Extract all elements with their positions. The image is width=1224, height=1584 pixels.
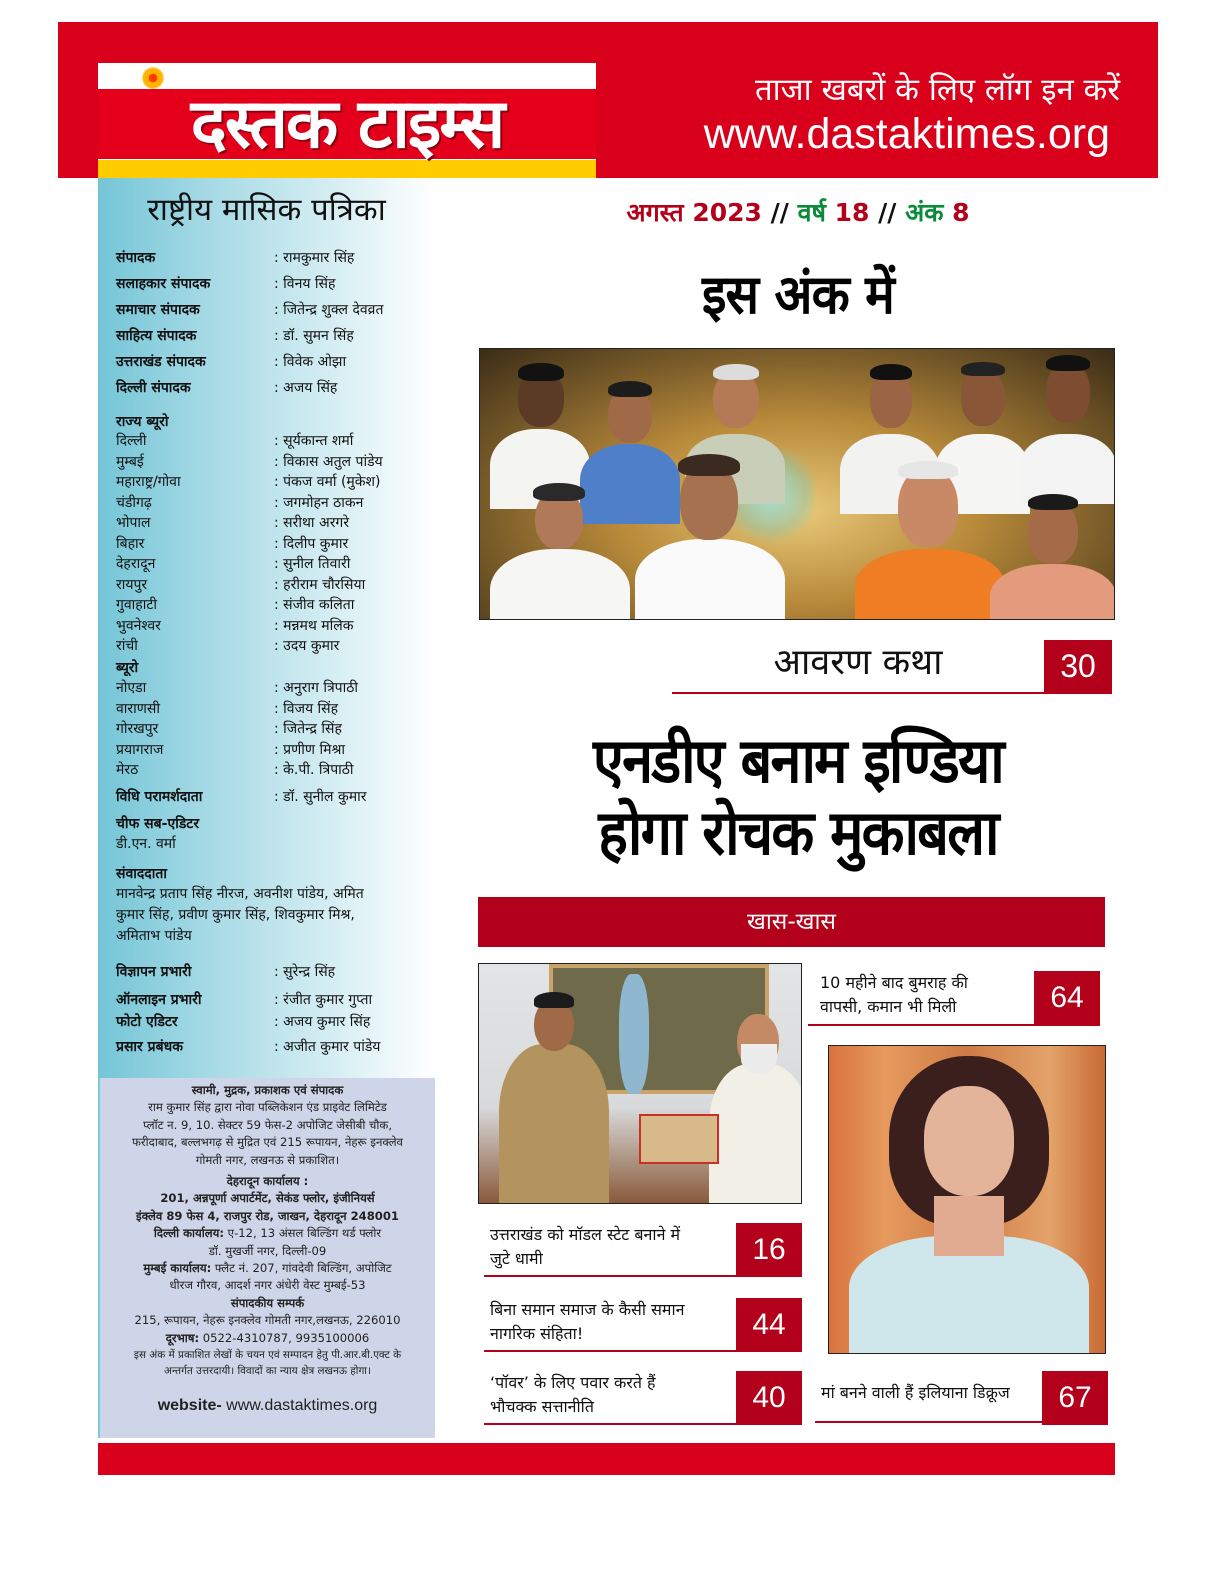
disclaimer-line: इस अंक में प्रकाशित लेखों के चयन एवं सम्पादन हेतु पी.आर.बी.एक्ट के — [133, 1349, 402, 1362]
bureau-name: : अनुराग त्रिपाठी — [274, 678, 358, 698]
bureau-place: गुवाहाटी — [116, 597, 158, 613]
bureau-place: वाराणसी — [116, 700, 160, 717]
credit-name: : रामकुमार सिंह — [274, 248, 354, 268]
story-title — [490, 1298, 685, 1346]
correspondents-heading: संवाददाता — [116, 866, 167, 882]
correspondents-line: कुमार सिंह, प्रवीण कुमार सिंह, शिवकुमार मिश्र, — [116, 907, 355, 923]
chief-sub-editor-heading: चीफ सब-एडिटर — [116, 816, 200, 832]
cover-story-entry[interactable] — [672, 640, 1112, 694]
page-number-badge: 64 — [1034, 971, 1100, 1025]
story-entry[interactable] — [808, 971, 1100, 1026]
page-number-badge: 16 — [736, 1223, 802, 1277]
credits-panel — [98, 178, 435, 1078]
figure-body — [855, 549, 1005, 620]
delhi-office-label: दिल्ली कार्यालय: — [153, 1226, 224, 1241]
page-number-badge: 30 — [1044, 640, 1112, 692]
login-prompt: ताजा खबरों के लिए लॉग इन करें — [754, 72, 1120, 108]
bureau-place: भोपाल — [116, 515, 151, 531]
story-title — [490, 1371, 656, 1419]
bureau-place: बिहार — [116, 535, 145, 552]
website-value[interactable]: www.dastaktimes.org — [221, 1397, 378, 1415]
bureau-place: गोरखपुर — [116, 721, 159, 737]
bureau-name: : जितेन्द्र सिंह — [274, 719, 342, 739]
figure-hair — [1028, 494, 1078, 510]
bureau-heading: ब्यूरो — [116, 660, 139, 676]
person-left-body — [499, 1044, 609, 1204]
bureau-place: महाराष्ट्र/गोवा — [116, 474, 181, 490]
figure-hair — [678, 454, 740, 476]
credit-role: विधि परामर्शदाता — [116, 789, 203, 805]
bureau-place: देहरादून — [116, 556, 156, 572]
story-title-line: 10 महीने बाद बुमराह की — [820, 973, 968, 992]
page-number-badge: 44 — [736, 1298, 802, 1352]
figure-hair — [1046, 355, 1090, 371]
contents-heading: इस अंक में — [702, 263, 894, 326]
dhami-meeting-photo[interactable] — [478, 963, 802, 1204]
mumbai-office-label: मुम्बई कार्यालय: — [143, 1261, 212, 1276]
person-left-hair — [534, 992, 574, 1008]
phone-label: दूरभाष: — [165, 1330, 200, 1345]
bureau-name: : संजीव कलिता — [274, 595, 354, 615]
dehradun-office-line: इंक्लेव 89 फेस 4, राजपुर रोड, जाखन, देहरादून 248001 — [136, 1208, 399, 1223]
bureau-name: : विकास अतुल पांडेय — [274, 452, 383, 472]
imprint-website — [106, 1397, 429, 1414]
credit-role: ऑनलाइन प्रभारी — [116, 992, 202, 1008]
credit-name: : सुरेन्द्र सिंह — [274, 962, 335, 982]
credit-role: समाचार संपादक — [116, 302, 200, 318]
politician-figure — [630, 444, 790, 620]
cover-headline[interactable] — [510, 725, 1086, 869]
painting-tree — [619, 974, 649, 1094]
imprint-line: राम कुमार सिंह द्वारा नोवा पब्लिकेशन एंड प्राइवेट लिमिटेड — [148, 1100, 387, 1115]
credit-name: : डॉ. सुमन सिंह — [274, 326, 354, 346]
cover-story-label: आवरण कथा — [773, 642, 943, 683]
story-title — [490, 1223, 680, 1271]
masthead-logo — [98, 63, 596, 178]
imprint-box — [98, 1078, 435, 1438]
figure-head — [898, 467, 958, 547]
issue-info — [478, 196, 1118, 230]
imprint-line: फरीदाबाद, बल्लभगढ़ से मुद्रित एवं 215 रूपायन, नेहरू इनक्लेव — [131, 1135, 404, 1150]
bureau-place: भुवनेश्वर — [116, 617, 161, 634]
bureau-name: : प्रणीण मिश्रा — [274, 740, 345, 760]
imprint-line: प्लॉट न. 9, 10. सेक्टर 59 फेस-2 अपोजिट जेसीबी चौक, — [142, 1117, 393, 1132]
figure-body — [635, 539, 785, 620]
credit-role: साहित्य संपादक — [116, 328, 197, 344]
year-label: वर्ष — [797, 198, 826, 227]
credit-role: प्रसार प्रबंधक — [116, 1039, 183, 1055]
credit-role: विज्ञापन प्रभारी — [116, 964, 192, 980]
politician-figure — [1020, 349, 1115, 499]
credit-role: सलाहकार संपादक — [116, 276, 211, 292]
figure-hair — [870, 364, 912, 380]
story-title-line: नागरिक संहिता! — [490, 1324, 584, 1343]
cover-story-collage-image[interactable] — [479, 348, 1115, 620]
story-title-line: बिना समान समाज के कैसी समान — [490, 1300, 685, 1319]
separator: // — [869, 198, 906, 227]
page-number-badge: 67 — [1042, 1371, 1108, 1425]
face — [924, 1086, 1014, 1196]
bureau-name: : दिलीप कुमार — [274, 534, 348, 554]
credit-role: उत्तराखंड संपादक — [116, 354, 206, 370]
story-title-line: उत्तराखंड को मॉडल स्टेट बनाने में — [490, 1225, 681, 1244]
headline-line: होगा रोचक मुकाबला — [598, 796, 998, 869]
editorial-contact-address: 215, रूपायन, नेहरू इनक्लेव गोमती नगर,लखनऊ, 226010 — [134, 1313, 401, 1328]
mumbai-office — [106, 1260, 429, 1277]
credit-name: : अजय सिंह — [274, 378, 337, 398]
delhi-office-line: डॉ. मुखर्जी नगर, दिल्ली-09 — [208, 1243, 327, 1258]
politician-figure — [485, 469, 635, 620]
mumbai-office-line: धीरज गौरव, आदर्श नगर अंधेरी वेस्ट मुम्बई-53 — [169, 1278, 366, 1293]
credit-name: : रंजीत कुमार गुप्ता — [274, 990, 372, 1010]
bureau-name: : हरीराम चौरसिया — [274, 575, 365, 595]
bureau-place: दिल्ली — [116, 433, 147, 449]
correspondents-line: मानवेन्द्र प्रताप सिंह नीरज, अवनीश पांडेय, अमित — [116, 886, 364, 902]
bureau-place: मेरठ — [116, 762, 139, 778]
story-title-line: जुटे धामी — [490, 1249, 543, 1268]
year-value: 18 — [825, 198, 870, 227]
mumbai-office-address: फ्लैट नं. 207, गांवदेवी बिल्डिंग, अपोजिट — [211, 1261, 392, 1276]
story-title: मां बनने वाली हैं इलियाना डिक्रूज — [821, 1383, 1010, 1402]
story-title-line: वापसी, कमान भी मिली — [820, 997, 957, 1016]
bureau-place: नोएडा — [116, 680, 147, 696]
figure-hair — [533, 483, 585, 501]
credit-name: : डॉ. सुनील कुमार — [274, 787, 366, 807]
bureau-name: : उदय कुमार — [274, 636, 339, 656]
delhi-office — [106, 1225, 429, 1242]
politician-figure — [990, 484, 1115, 620]
bureau-place: प्रयागराज — [116, 741, 164, 758]
credit-name: : विवेक ओझा — [274, 352, 346, 372]
story-title-line: ‘पॉवर’ के लिए पवार करते हैं — [490, 1373, 656, 1392]
magazine-subtitle: राष्ट्रीय मासिक पत्रिका — [147, 192, 386, 228]
bureau-name: : के.पी. त्रिपाठी — [274, 760, 354, 780]
story-entry[interactable] — [815, 1371, 1108, 1423]
footer-bar — [98, 1443, 1115, 1475]
figure-head — [961, 368, 1005, 426]
issue-month-year: अगस्त 2023 — [626, 198, 762, 227]
imprint-line: गोमती नगर, लखनऊ से प्रकाशित। — [195, 1152, 340, 1167]
editorial-contact-label: संपादकीय सम्पर्क — [230, 1295, 305, 1310]
ileana-photo[interactable] — [828, 1045, 1106, 1354]
headline-line: एनडीए बनाम इण्डिया — [593, 724, 1003, 797]
figure-body — [490, 549, 630, 620]
correspondents-line: अमिताभ पांडेय — [116, 928, 192, 944]
credit-role: फोटो एडिटर — [116, 1014, 178, 1030]
credit-role: दिल्ली संपादक — [116, 380, 191, 396]
website-label: website- — [157, 1397, 222, 1415]
disclaimer-line: अन्तर्गत उत्तरदायी। विवादों का न्याय क्षेत्र लखनऊ होगा। — [164, 1365, 371, 1378]
credit-name: : अजीत कुमार पांडेय — [274, 1037, 380, 1057]
bureau-name: : सरीथा अरगरे — [274, 513, 349, 533]
logo-text: दस्तक टाइम्स — [190, 85, 504, 164]
figure-hair — [518, 363, 564, 381]
section-header-khas-khas: खास-खास — [478, 897, 1105, 947]
story-entry[interactable] — [484, 1223, 802, 1277]
credit-name: : विनय सिंह — [274, 274, 335, 294]
state-bureau-heading: राज्य ब्यूरो — [116, 414, 169, 430]
bureau-name: : विजय सिंह — [274, 699, 338, 719]
phone — [106, 1330, 429, 1347]
story-entry[interactable] — [484, 1371, 802, 1425]
delhi-office-address: ए-12, 13 अंसल बिल्डिंग थर्ड फ्लोर — [223, 1226, 382, 1241]
bureau-place: मुम्बई — [116, 453, 144, 470]
bureau-name: : पंकज वर्मा (मुकेश) — [274, 472, 381, 492]
politician-figure — [850, 449, 1010, 620]
separator: // — [761, 198, 798, 227]
issue-value: 8 — [943, 198, 970, 227]
story-title-line: भौचक्क सत्तानीति — [490, 1397, 594, 1416]
figure-hair — [898, 461, 958, 479]
bureau-name: : सूर्यकान्त शर्मा — [274, 431, 353, 451]
credit-role: संपादक — [116, 250, 156, 266]
figure-hair — [713, 364, 759, 380]
dehradun-office-line: 201, अन्नपूर्णा अपार्टमेंट, सेकंड फ्लोर, इंजीनियर्स — [160, 1191, 375, 1206]
figure-hair — [961, 362, 1005, 376]
credit-name: : जितेन्द्र शुक्ल देवव्रत — [274, 300, 383, 320]
person-right-beard — [741, 1044, 777, 1074]
page-number-badge: 40 — [736, 1371, 802, 1425]
chief-sub-editor-name: डी.एन. वर्मा — [116, 836, 176, 852]
dehradun-office-label: देहरादून कार्यालय : — [226, 1174, 309, 1189]
phone-value: 0522-4310787, 9935100006 — [199, 1330, 370, 1345]
bureau-place: रायपुर — [116, 576, 148, 593]
imprint-heading: स्वामी, मुद्रक, प्रकाशक एवं संपादक — [191, 1083, 344, 1097]
issue-label: अंक — [905, 198, 944, 227]
bureau-place: रांची — [116, 638, 138, 654]
bureau-place: चंडीगढ़ — [116, 494, 152, 511]
neck — [934, 1196, 1004, 1256]
figure-hair — [608, 381, 652, 397]
credit-name: : अजय कुमार सिंह — [274, 1012, 370, 1032]
figure-body — [990, 564, 1115, 620]
bureau-name: : मन्नमथ मलिक — [274, 616, 354, 636]
person-right-body — [709, 1064, 802, 1204]
story-entry[interactable] — [484, 1298, 802, 1352]
gift-box — [639, 1114, 719, 1164]
website-link[interactable]: www.dastaktimes.org — [703, 110, 1110, 158]
story-title — [820, 971, 968, 1019]
bureau-name: : सुनील तिवारी — [274, 554, 350, 574]
bureau-name: : जगमोहन ठाकन — [274, 493, 363, 513]
